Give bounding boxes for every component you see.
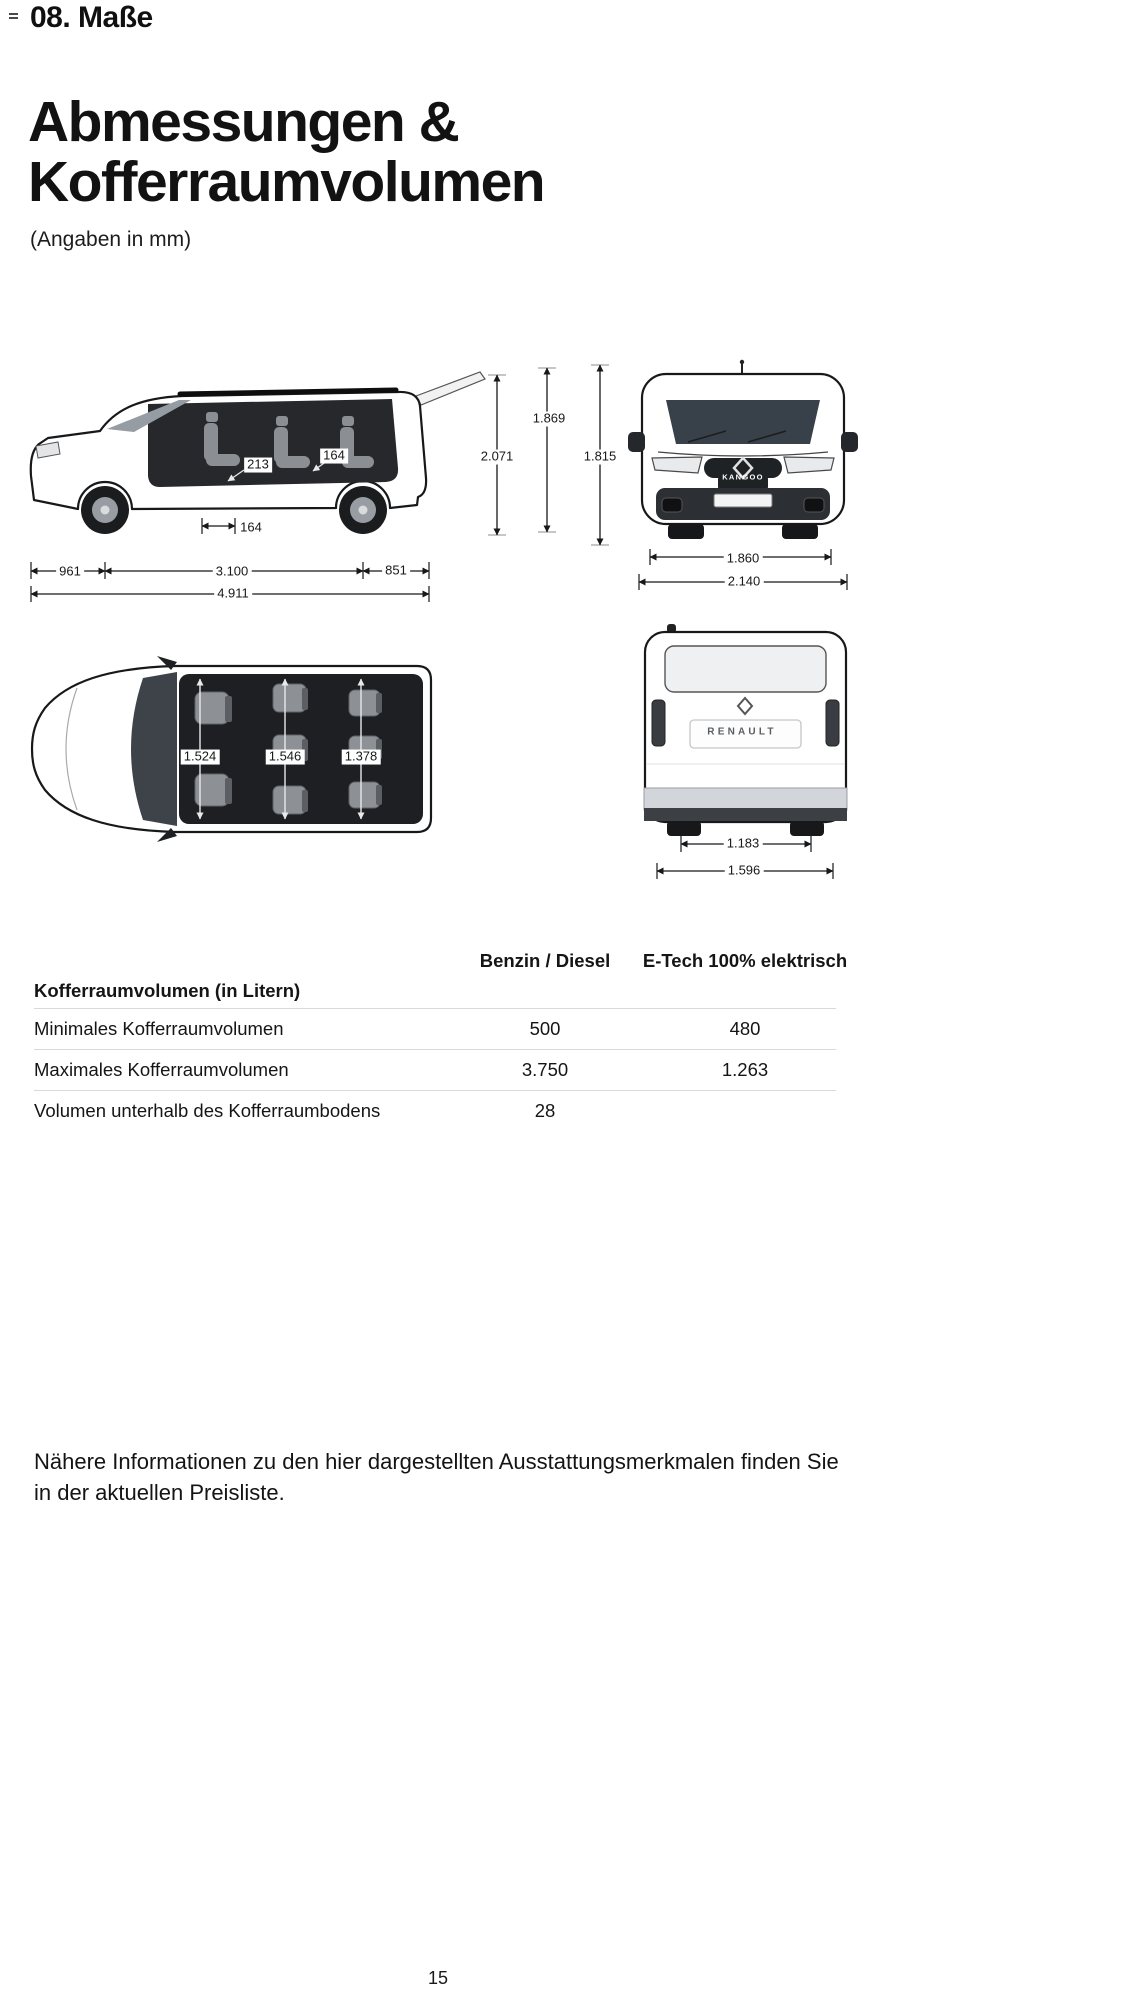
dim-overall-length: 4.911 <box>214 587 252 602</box>
dim-top-front-row-width: 1.524 <box>181 750 220 765</box>
page-title-line2: Kofferraumvolumen <box>28 150 545 215</box>
row-label: Minimales Kofferraumvolumen <box>34 1018 284 1039</box>
dim-side-sill-164: 164 <box>237 521 265 536</box>
dim-rear-overhang: 851 <box>382 564 410 579</box>
license-plate-front <box>714 494 772 507</box>
dim-front-height: 1.815 <box>581 450 620 465</box>
mirror-left <box>628 432 645 452</box>
row-label: Maximales Kofferraumvolumen <box>34 1059 289 1080</box>
row-value-benzin-diesel: 500 <box>529 1018 561 1039</box>
mirror-right <box>841 432 858 452</box>
row-label: Volumen unterhalb des Kofferraumbodens <box>34 1100 381 1121</box>
row-value-etech: 1.263 <box>721 1059 769 1080</box>
dim-side-tailgate-open: 2.071 <box>478 450 517 465</box>
page-title <box>28 92 544 213</box>
windshield-front <box>666 400 820 444</box>
rear-bumper <box>644 788 847 810</box>
table-title: Kofferraumvolumen (in Litern) <box>34 980 301 1001</box>
dim-rear-inner-width: 1.183 <box>724 837 763 852</box>
dim-width-with-mirrors: 2.140 <box>725 575 764 590</box>
renault-badge: RENAULT <box>707 726 777 738</box>
table-row <box>34 1090 836 1131</box>
front-wheel <box>81 486 129 534</box>
rear-window <box>665 646 826 692</box>
dim-side-roof-height: 1.869 <box>530 412 569 427</box>
table-row <box>34 1049 836 1090</box>
dim-side-interior-213: 213 <box>244 458 272 473</box>
dim-top-mid-row-width: 1.546 <box>266 750 305 765</box>
footer-note <box>34 1446 890 1508</box>
taillight-left <box>652 700 665 746</box>
footer-line2: in der aktuellen Preisliste. <box>34 1480 285 1506</box>
headlight-left <box>652 457 702 473</box>
side-view-diagram <box>30 350 500 620</box>
section-heading: 08. Maße <box>30 1 153 34</box>
margin-mark-icon <box>9 13 18 21</box>
rear-wheel <box>339 486 387 534</box>
row-value-benzin-diesel: 3.750 <box>521 1059 569 1080</box>
dim-top-rear-row-width: 1.378 <box>342 750 381 765</box>
trunk-volume-table <box>34 944 848 1131</box>
column-header-benzin-diesel: Benzin / Diesel <box>479 950 611 971</box>
fog-light-left <box>662 498 682 512</box>
dim-wheelbase: 3.100 <box>213 565 252 580</box>
headlight-right <box>784 457 834 473</box>
column-header-etech: E-Tech 100% elektrisch <box>642 950 848 971</box>
kangoo-badge: KANGOO <box>722 472 764 482</box>
dim-side-interior-164: 164 <box>320 449 348 464</box>
dim-front-overhang: 961 <box>56 565 84 580</box>
table-header-row <box>34 944 848 1008</box>
footer-line1: Nähere Informationen zu den hier dargestellten Ausstattungsmerkmalen finden Sie <box>34 1449 839 1474</box>
taillight-right <box>826 700 839 746</box>
fog-light-right <box>804 498 824 512</box>
page-number: 15 <box>427 1968 449 1988</box>
dim-front-track-width: 1.860 <box>724 552 763 567</box>
units-note: (Angaben in mm) <box>30 228 192 251</box>
page-title-line1: Abmessungen & <box>28 90 459 154</box>
row-value-benzin-diesel: 28 <box>534 1100 556 1121</box>
interior-cutaway <box>148 399 398 487</box>
row-value-etech: 480 <box>729 1018 761 1039</box>
table-row <box>34 1008 836 1049</box>
dim-rear-outer-width: 1.596 <box>725 864 764 879</box>
